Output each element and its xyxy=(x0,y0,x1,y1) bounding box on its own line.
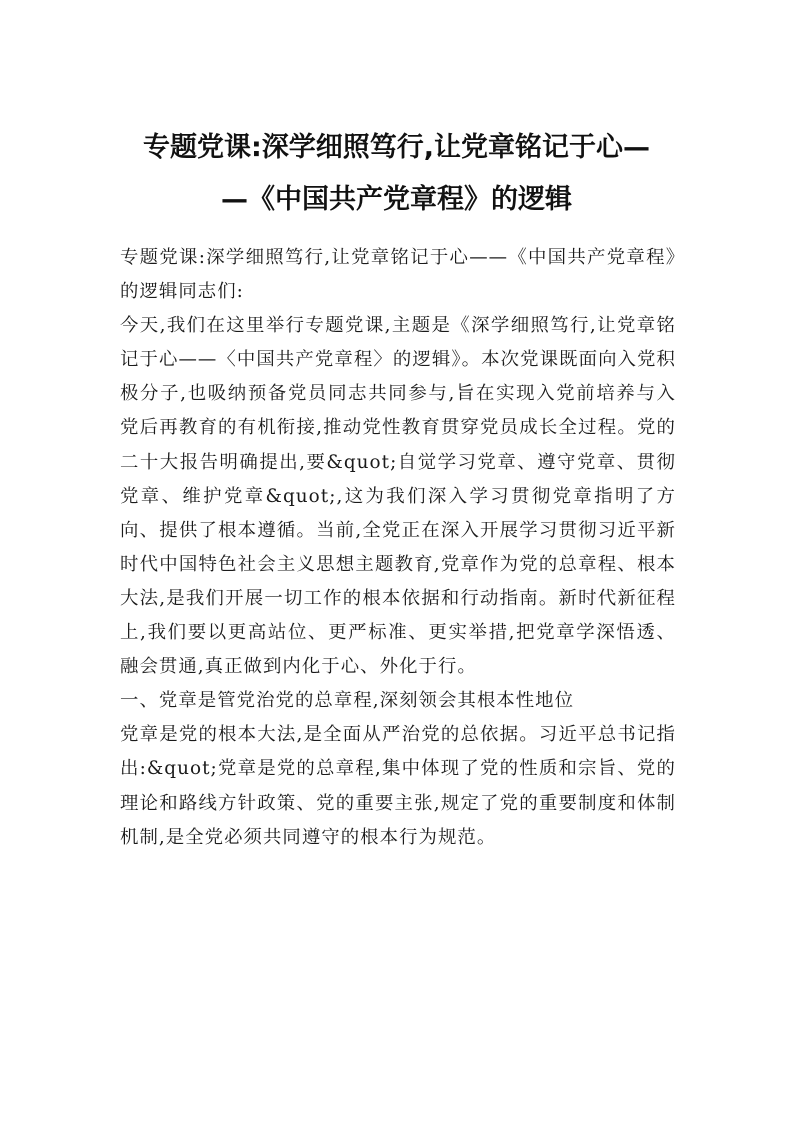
section-heading-1: 一、党章是管党治党的总章程,深刻领会其根本性地位 xyxy=(120,690,575,712)
paragraph-intro: 专题党课:深学细照笃行,让党章铭记于心——《中国共产党章程》的逻辑同志们: xyxy=(120,247,676,303)
title-line-2: —《中国共产党章程》的逻辑 xyxy=(221,184,572,215)
paragraph-section-1: 党章是党的根本大法,是全面从严治党的总依据。习近平总书记指出:&quot;党章是党的总章程,集中体现了党的性质和宗旨、党的理论和路线方针政策、党的重要主张,规定了党的重要制度和体制机制,是全党必须共同遵守的根本行为规范。 xyxy=(120,724,676,848)
paragraph-opening: 今天,我们在这里举行专题党课,主题是《深学细照笃行,让党章铭记于心——〈中国共产党章程〉的逻辑》。本次党课既面向入党积极分子,也吸纳预备党员同志共同参与,旨在实现入党前培养与入党后再教育的有机衔接,推动党性教育贯穿党员成长全过程。党的二十大报告明确提出,要&quot;自觉学习党章、遵守党章、贯彻党章、维护党章&quot;,这为我们深入学习贯彻党章指明了方向、提供了根本遵循。当前,全党正在深入开展学习贯彻习近平新时代中国特色社会主义思想主题教育,党章作为党的总章程、根本大法,是我们开展一切工作的根本依据和行动指南。新时代新征程上,我们要以更高站位、更严标准、更实举措,把党章学深悟透、融会贯通,真正做到内化于心、外化于行。 xyxy=(120,315,676,678)
document-title xyxy=(100,122,693,226)
title-line-1: 专题党课:深学细照笃行,让党章铭记于心— xyxy=(142,132,651,163)
document-body xyxy=(120,241,676,855)
